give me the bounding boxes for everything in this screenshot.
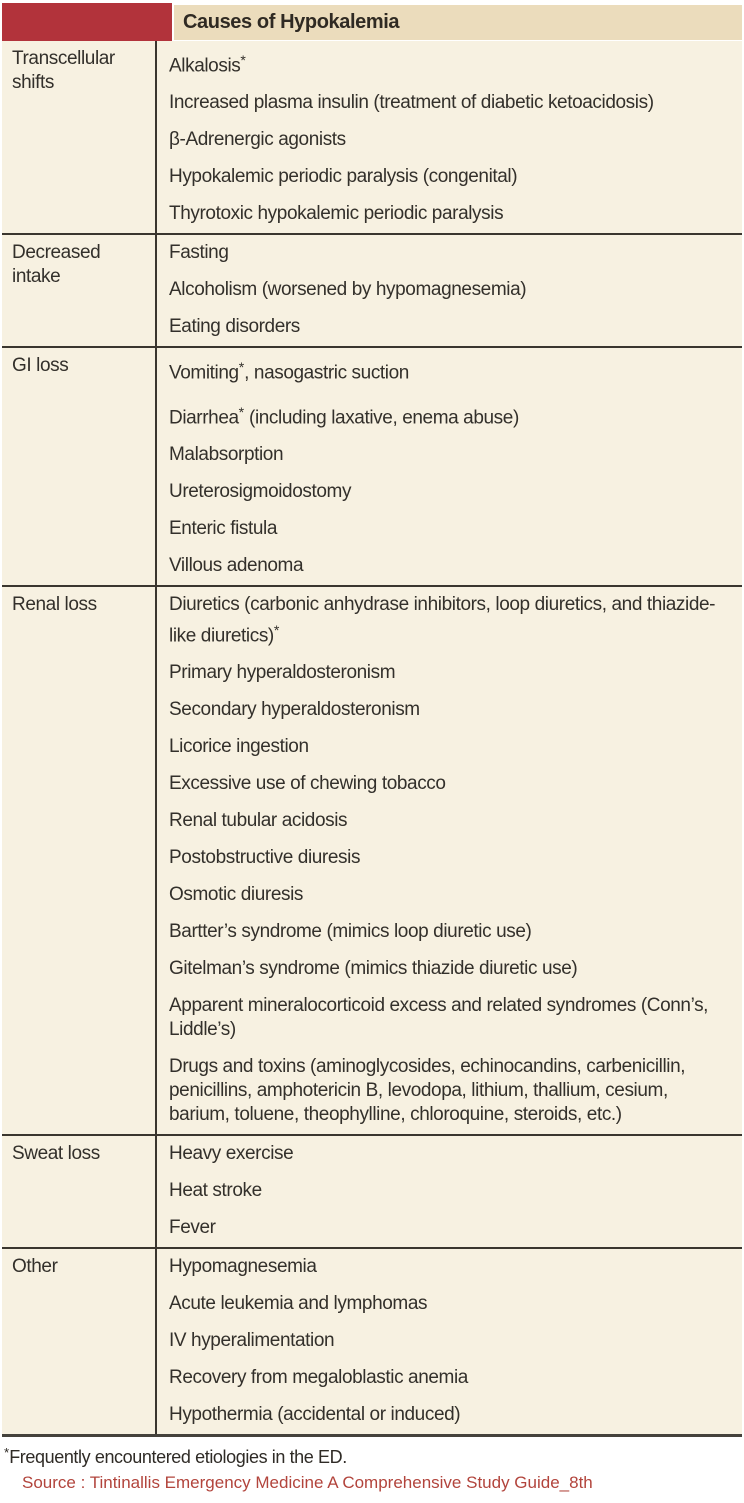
cause-item: Heavy exercise <box>169 1143 294 1165</box>
cause-item: Diarrhea* (including laxative, enema abuse) <box>169 403 519 428</box>
cause-item: Licorice ingestion <box>169 736 309 758</box>
items-cell <box>157 587 742 1134</box>
cause-item: Excessive use of chewing tobacco <box>169 773 446 795</box>
table-section <box>2 585 742 1134</box>
cause-item: IV hyperalimentation <box>169 1330 335 1352</box>
cause-item: β-Adrenergic agonists <box>169 129 346 151</box>
category-cell: Decreased intake <box>2 235 157 346</box>
footnote: *Frequently encountered etiologies in the ED. <box>4 1445 347 1468</box>
cause-item: Diuretics (carbonic anhydrase inhibitors, loop diuretics, and thiazide-like diuretics)* <box>169 593 716 647</box>
items-cell <box>157 1249 742 1434</box>
cause-item: Hypothermia (accidental or induced) <box>169 1404 461 1426</box>
table-section <box>2 1134 742 1247</box>
cause-item: Increased plasma insulin (treatment of diabetic ketoacidosis) <box>169 92 654 114</box>
cause-item: Gitelman’s syndrome (mimics thiazide diuretic use) <box>169 958 578 980</box>
cause-item: Bartter’s syndrome (mimics loop diuretic use) <box>169 921 532 943</box>
cause-item: Primary hyperaldosteronism <box>169 662 396 684</box>
cause-item: Eating disorders <box>169 316 300 338</box>
table-body <box>2 41 742 1437</box>
category-cell: Other <box>2 1249 157 1434</box>
cause-item: Fasting <box>169 242 229 264</box>
table-section <box>2 1247 742 1434</box>
cause-item: Alcoholism (worsened by hypomagnesemia) <box>169 279 527 301</box>
category-cell: Sweat loss <box>2 1136 157 1247</box>
table-header <box>2 3 742 41</box>
cause-item: Secondary hyperaldosteronism <box>169 699 420 721</box>
cause-item: Vomiting*, nasogastric suction <box>169 359 409 384</box>
category-cell: GI loss <box>2 348 157 585</box>
page-title: Causes of Hypokalemia <box>183 11 400 33</box>
cause-item: Villous adenoma <box>169 554 304 576</box>
cause-item: Recovery from megaloblastic anemia <box>169 1367 468 1389</box>
table-section <box>2 233 742 346</box>
cause-item: Hypokalemic periodic paralysis (congenital) <box>169 166 518 188</box>
source-line: Source : Tintinallis Emergency Medicine A Comprehensive Study Guide_8th <box>22 1473 593 1493</box>
cause-item: Alkalosis* <box>169 52 246 77</box>
cause-item: Ureterosigmoidostomy <box>169 480 352 502</box>
cause-item: Fever <box>169 1217 216 1239</box>
items-cell <box>157 1136 742 1247</box>
category-cell: Renal loss <box>2 587 157 1134</box>
category-cell: Transcellular shifts <box>2 41 157 233</box>
cause-item: Hypomagnesemia <box>169 1256 317 1278</box>
cause-item: Malabsorption <box>169 443 284 465</box>
cause-item: Enteric fistula <box>169 517 278 539</box>
cause-item: Acute leukemia and lymphomas <box>169 1293 428 1315</box>
cause-item: Thyrotoxic hypokalemic periodic paralysis <box>169 203 504 225</box>
header-accent-block <box>2 3 172 41</box>
items-cell <box>157 41 742 233</box>
cause-item: Renal tubular acidosis <box>169 810 348 832</box>
cause-item: Drugs and toxins (aminoglycosides, echinocandins, carbenicillin, penicillins, amphotericin B, levodopa, lithium, thallium, cesium, barium, toluene, theophylline, chloroquine, steroids, etc.) <box>169 1056 686 1126</box>
items-cell <box>157 235 742 346</box>
cause-item: Postobstructive diuresis <box>169 847 361 869</box>
cause-item: Heat stroke <box>169 1180 262 1202</box>
items-cell <box>157 348 742 585</box>
header-title-band <box>174 5 742 40</box>
table-section <box>2 346 742 585</box>
table-section <box>2 41 742 233</box>
cause-item: Apparent mineralocorticoid excess and related syndromes (Conn’s, Liddle’s) <box>169 995 709 1041</box>
cause-item: Osmotic diuresis <box>169 884 304 906</box>
